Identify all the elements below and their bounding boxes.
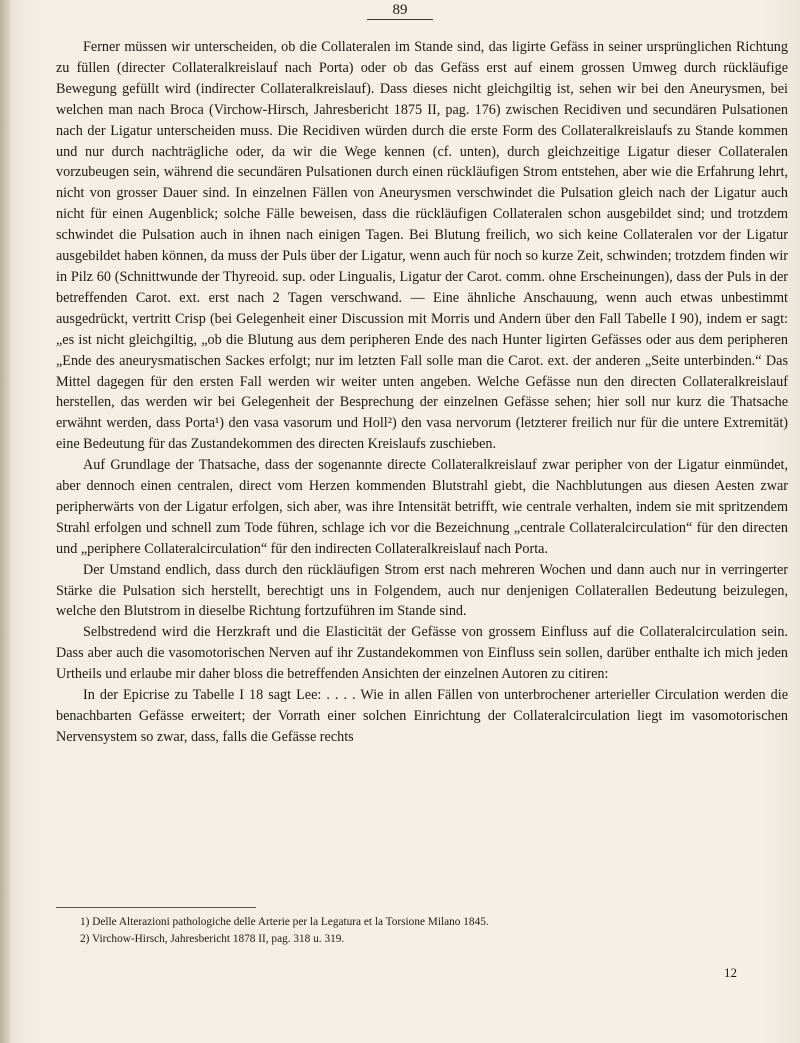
footnote-2: 2) Virchow-Hirsch, Jahresbericht 1878 II, pag. 318 u. 319. <box>80 933 345 945</box>
footnote-1: 1) Delle Alterazioni pathologiche delle Arterie per la Legatura et la Torsione Milano 1845. <box>80 916 489 928</box>
footnote-rule <box>56 907 256 908</box>
paragraph-4: Selbstredend wird die Herzkraft und die Elasticität der Gefässe von grossem Einfluss auf die Collateralcirculation sein. Dass aber auch die vasomotorischen Nerven auf ihr Zustandekommen von Einfluss sein sollen, darüber enthalte ich mich jeden Urtheils und erlaube mir daher bloss die betreffenden Ansichten der einzelnen Autoren zu citiren: <box>56 624 788 683</box>
page-number: 89 <box>367 2 433 20</box>
paragraph-5: In der Epicrise zu Tabelle I 18 sagt Lee: . . . . Wie in allen Fällen von unterbrochener arterieller Circulation werden die benachbarten Gefässe erweitert; der Vorrath einer solchen Einrichtung der Collateralcirculation liegt im vasomotorischen Nervensystem so zwar, dass, falls die Gefässe rechts <box>56 687 788 745</box>
paragraph-3: Der Umstand endlich, dass durch den rückläufigen Strom erst nach mehreren Wochen und dann auch nur in verringerter Stärke die Pulsation sich herstellt, berechtigt uns in Folgendem, auch nur denjenigen Collaterallen Bedeutung beizulegen, welche den Blutstrom in dieselbe Richtung fortzuführen im Stande sind. <box>56 561 788 620</box>
page-binding-edge <box>0 0 10 1043</box>
paragraph-2: Auf Grundlage der Thatsache, dass der sogenannte directe Collateralkreislauf zwar peripher von der Ligatur einmündet, aber dennoch einen centralen, direct vom Herzen kommenden Blutstrahl giebt, die Nachblutungen aus diesen Aesten zwar peripherwärts von der Ligatur erfolgen, sich aber, was ihre Intensität betrifft, wie centrale verhalten, indem sie mit spritzendem Strahl erfolgen und schnell zum Tode führen, schlage ich vor die Bezeichnung „centrale Collateralcirculation“ für den directen und „periphere Collateralcirculation“ für den indirecten Collateralkreislauf nach Porta. <box>56 457 788 557</box>
footnotes <box>56 907 788 948</box>
paragraph-1: Ferner müssen wir unterscheiden, ob die Collateralen im Stande sind, das ligirte Gefäss in seiner ursprünglichen Richtung zu füllen (directer Collateralkreislauf nach Porta) oder ob das Gefäss erst auf einem grossen Umweg durch rückläufige Bewegung gefüllt wird (indirecter Collateralkreislauf). Dass dieses nicht gleichgiltig ist, sehen wir bei den Aneurysmen, bei welchen man nach Broca (Virchow-Hirsch, Jahresbericht 1875 II, pag. 176) zwischen Recidiven und secundären Pulsationen nach der Ligatur unterscheiden muss. Die Recidiven würden durch die erste Form des Collateralkreislaufs zu Stande kommen und nur durch nachträgliche oder, da wir die Wege kennen (cf. unten), durch gleichzeitige Ligatur dieser Collateralen vorzubeugen sein, während die secundären Pulsationen durch einen rückläufigen Strom entstehen, aber wie die Erfahrung lehrt, nicht von grosser Dauer sind. In einzelnen Fällen von Aneurysmen verschwindet die Pulsation gleich nach der Ligatur auch nicht für einen Augenblick; solche Fälle beweisen, dass die rückläufigen Collateralen schon ausgebildet sind; und trotzdem schwindet die Pulsation auch in ihnen nach einigen Tagen. Bei Blutung freilich, wo sich keine Collateralen vor der Ligatur ausgebildet haben können, da muss der Puls über der Ligatur, wenn auch für noch so kurze Zeit, schwinden; trotzdem finden wir in Pilz 60 (Schnittwunde der Thyreoid. sup. oder Lingualis, Ligatur der Carot. comm. ohne Erscheinungen), dass der Puls in der betreffenden Carot. ext. erst nach 2 Tagen verschwand. — Eine ähnliche Anschauung, wenn auch etwas unbestimmt ausgedrückt, vertritt Crisp (bei Gelegenheit einer Discussion mit Morris und Andern über den Fall Tabelle I 90), indem er sagt: „es ist nicht gleichgiltig, „ob die Blutung aus dem peripheren Ende des nach Hunter ligirten Gefässes oder aus dem peripheren „Ende des aneurysmatischen Sackes erfolgt; nur im letzten Fall solle man die Carot. ext. der anderen „Seite unterbinden.“ Das Mittel dagegen für den ersten Fall werden wir weiter unten angeben. Welche Gefässe nun den directen Collateralkreislauf herstellen, das werden wir bei Gelegenheit der Besprechung der einzelnen Gefässe sehen; hier soll nur kurz die Thatsache erwähnt werden, dass Porta¹) den vasa vasorum und Holl²) den vasa nervorum (letzterer freilich nur für die untere Extremität) eine Bedeutung für das Zustandekommen des directen Kreislaufs zuschieben. <box>56 39 788 453</box>
signature-mark: 12 <box>724 965 737 980</box>
body-text <box>56 37 788 748</box>
